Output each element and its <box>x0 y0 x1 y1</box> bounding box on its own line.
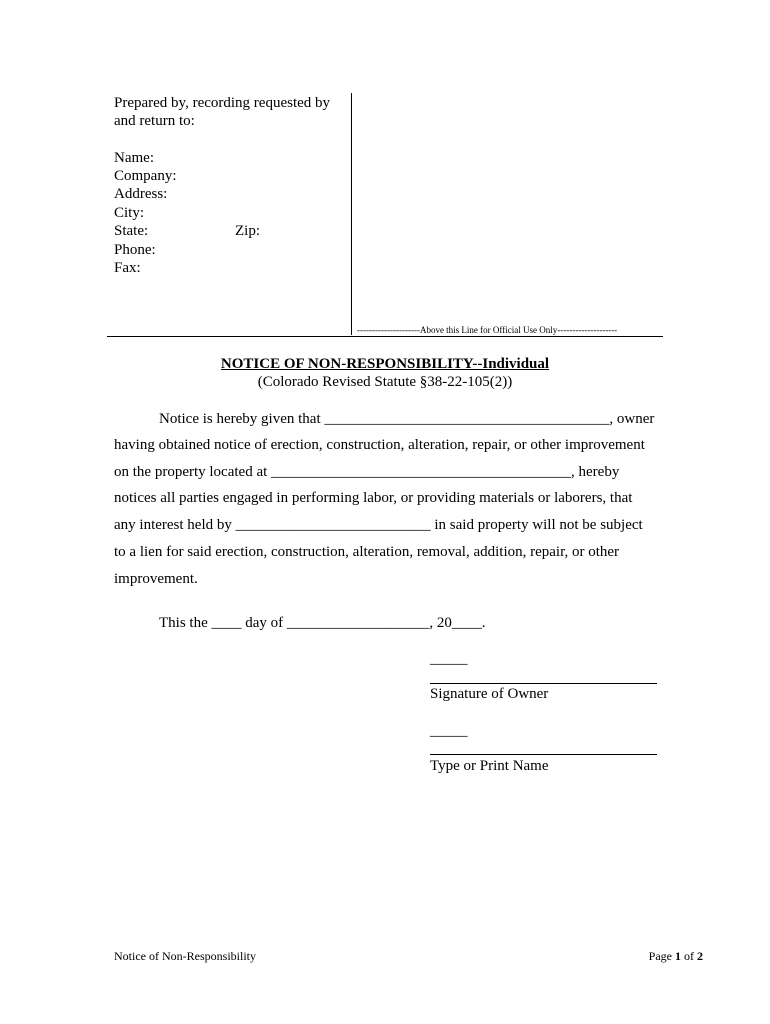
statute-reference: (Colorado Revised Statute §38-22-105(2)) <box>257 374 513 390</box>
city-label: City: <box>114 205 145 221</box>
address-label: Address: <box>114 186 168 202</box>
body-line-5: any interest held by __________________________ in said property will not be subject <box>114 517 643 533</box>
header-vertical-divider <box>351 93 352 335</box>
signature-owner-blank: _____ <box>430 651 468 667</box>
print-name-line <box>430 754 657 755</box>
print-name-label: Type or Print Name <box>430 758 549 774</box>
date-line: This the ____ day of ___________________, 20____. <box>159 615 486 631</box>
page-prefix: Page <box>648 949 675 963</box>
body-line-7: improvement. <box>114 571 198 587</box>
zip-label: Zip: <box>235 223 260 239</box>
body-line-6: to a lien for said erection, construction, alteration, removal, addition, repair, or other <box>114 544 620 560</box>
footer-page-number <box>649 949 703 964</box>
footer-document-name: Notice of Non-Responsibility <box>114 949 256 963</box>
header-horizontal-divider <box>107 336 663 337</box>
official-use-line: ---------------------Above this Line for Official Use Only-------------------- <box>357 325 618 335</box>
signature-owner-label: Signature of Owner <box>430 686 549 702</box>
body-line-4: notices all parties engaged in performing labor, or providing materials or laborers, that <box>114 490 633 506</box>
prepared-by-line-1: Prepared by, recording requested by <box>114 95 331 111</box>
print-name-blank: _____ <box>430 723 468 739</box>
body-line-3: on the property located at ________________________________________, hereby <box>114 464 620 480</box>
state-label: State: <box>114 223 149 239</box>
signature-owner-line <box>430 683 657 684</box>
document-title: NOTICE OF NON-RESPONSIBILITY--Individual <box>220 356 550 372</box>
phone-label: Phone: <box>114 242 156 258</box>
body-line-2: having obtained notice of erection, construction, alteration, repair, or other improvement <box>114 437 645 453</box>
name-label: Name: <box>114 150 154 166</box>
company-label: Company: <box>114 168 177 184</box>
page-of: of <box>681 949 697 963</box>
body-line-1: Notice is hereby given that ______________________________________, owner <box>159 411 655 427</box>
fax-label: Fax: <box>114 260 141 276</box>
prepared-by-line-2: and return to: <box>114 113 195 129</box>
page-total: 2 <box>697 949 703 963</box>
page-current: 1 <box>675 949 681 963</box>
